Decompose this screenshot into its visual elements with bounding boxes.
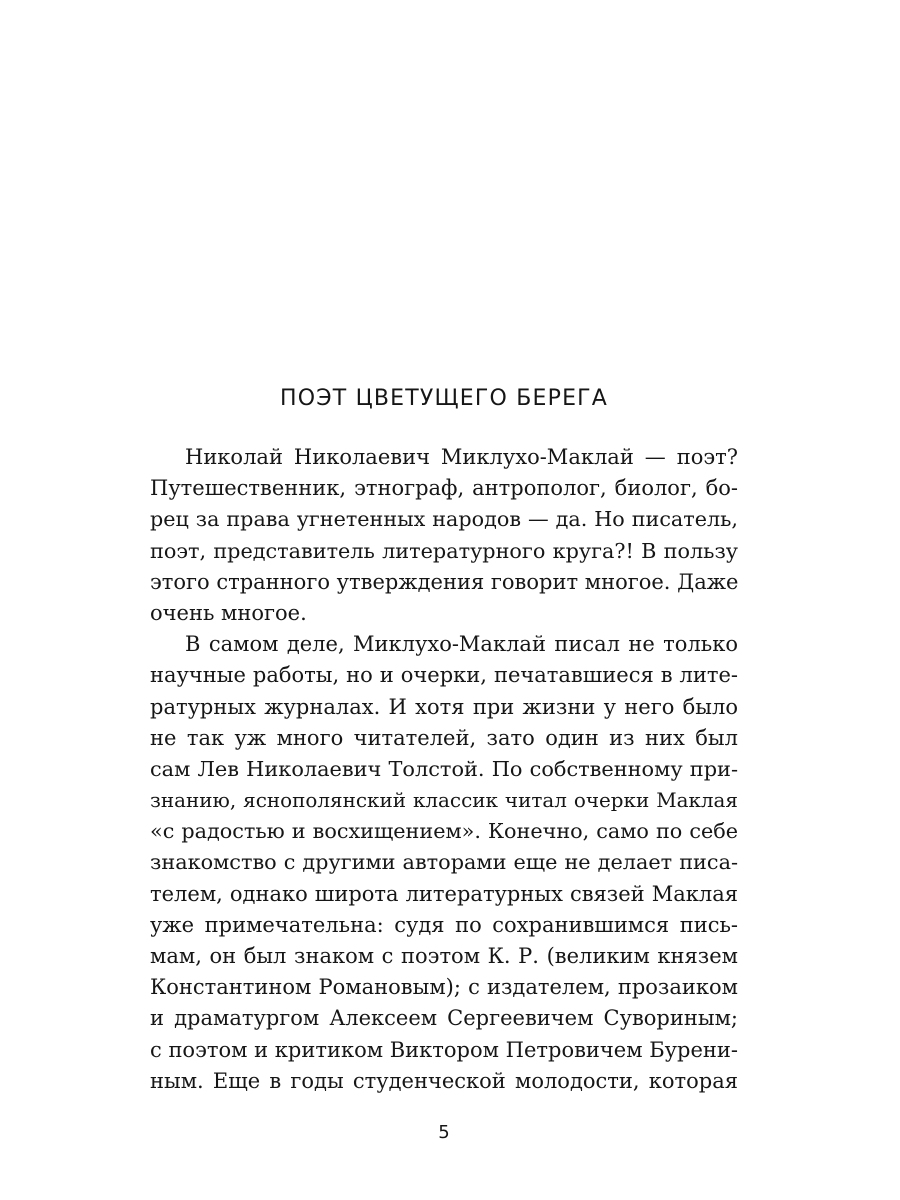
chapter-title: ПОЭТ ЦВЕТУЩЕГО БЕРЕГА [279, 386, 609, 411]
paragraph-2-line-5: сам Лев Николаевич Толстой. По собственному при- [150, 756, 738, 781]
paragraph-2-line-2: научные работы, но и очерки, печатавшиеся в лите- [150, 663, 738, 688]
paragraph-1-line-2: Путешественник, этнограф, антрополог, биолог, бо- [150, 476, 738, 501]
paragraph-2-line-10: уже примечательна: судя по сохранившимся пись- [150, 912, 738, 937]
paragraph-2-line-13: и драматургом Алексеем Сергеевичем Сувориным; [150, 1006, 738, 1031]
paragraph-2-line-4: не так уж много читателей, зато один из них был [150, 725, 738, 750]
paragraph-2-line-6: знанию, яснополянский классик читал очерки Маклая [150, 789, 738, 813]
paragraph-2-line-7: «с радостью и восхищением». Конечно, само по себе [150, 819, 738, 844]
paragraph-1-line-6: очень многое. [150, 600, 307, 625]
paragraph-1-line-1: Николай Николаевич Миклухо-Маклай — поэт? [185, 445, 738, 469]
paragraph-2-line-3: ратурных журналах. И хотя при жизни у него было [150, 694, 738, 719]
paragraph-2-line-12: Константином Романовым); с издателем, прозаиком [150, 975, 738, 1000]
paragraph-2-line-8: знакомство с другими авторами еще не делает писа- [150, 850, 738, 875]
paragraph-2-line-1: В самом деле, Миклухо-Маклай писал не только [185, 632, 738, 657]
paragraph-1-line-5: этого странного утверждения говорит многое. Даже [150, 569, 739, 594]
paragraph-2-line-14: с поэтом и критиком Виктором Петровичем Бурени- [150, 1037, 738, 1062]
page-number: 5 [438, 1122, 450, 1143]
paragraph-1-line-4: поэт, представитель литературного круга?! В пользу [150, 538, 738, 563]
paragraph-2-line-11: мам, он был знаком с поэтом К. Р. (великим князем [150, 944, 738, 968]
body-text [150, 442, 738, 1097]
paragraph-2-line-9: телем, однако широта литературных связей Маклая [150, 881, 738, 906]
paragraph-1-line-3: рец за права угнетенных народов — да. Но писатель, [150, 507, 738, 532]
paragraph-2-line-15: ным. Еще в годы студенческой молодости, которая [150, 1068, 738, 1093]
